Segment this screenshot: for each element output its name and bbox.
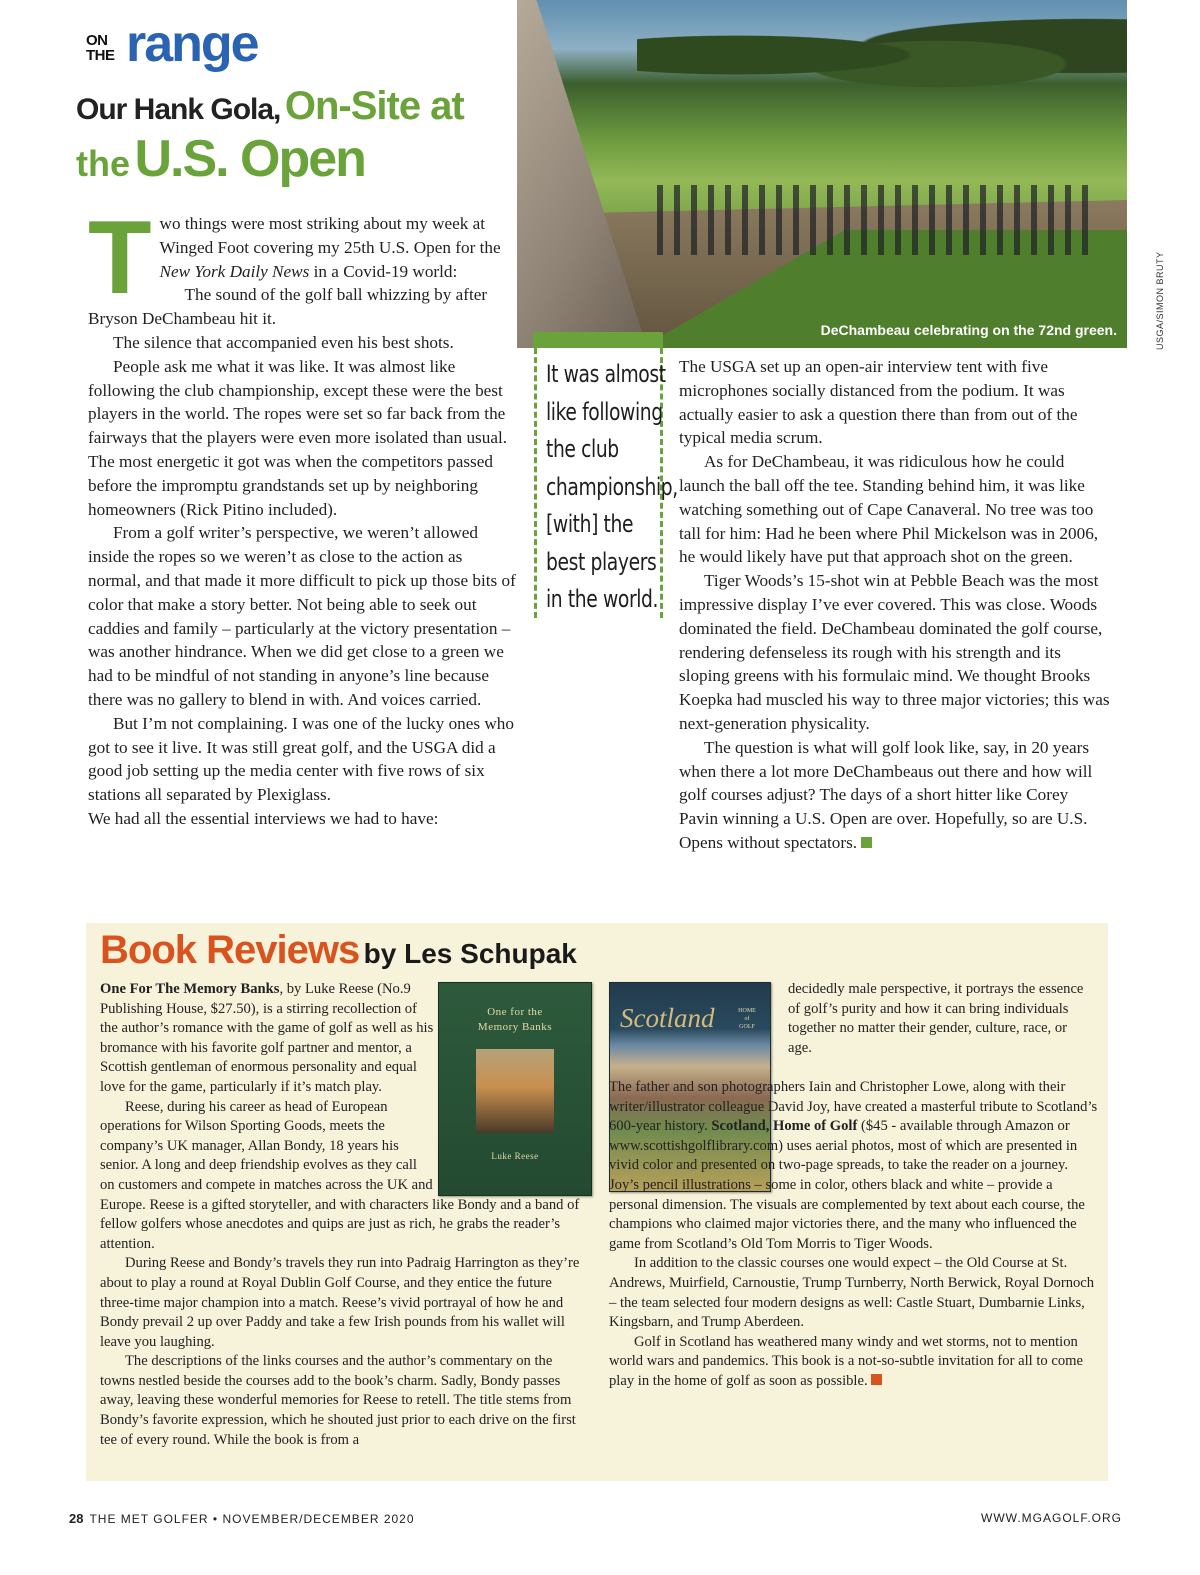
p1-text: wo things were most striking about my week at Winged Foot covering my 25th U.S. Open for the: [159, 214, 501, 257]
cover2-sub-b: of: [744, 1016, 750, 1022]
pullquote-line: best players: [546, 547, 657, 576]
review-1-continuation: decidedly male perspective, it portrays the essence of golf’s purity and how it can bring individuals together no matter their gender, culture, race, or age.: [788, 981, 1084, 1056]
cover2-sub-a: HOME: [738, 1008, 756, 1014]
pullquote-line: in the world.: [546, 585, 659, 613]
article-column-right: [679, 355, 1111, 855]
article-paragraph: People ask me what it was like. It was almost like following the club championship, except these were the best players in the world. The ropes were set so far back from the fairways that the players were even more isolated than usual. The most energetic it got was when the competitors passed before the impromptu grandstands set up by neighboring homeowners (Rick Pitino included).: [88, 356, 508, 519]
article-paragraph: From a golf writer’s perspective, we weren’t allowed inside the ropes so we weren’t as close to the action as normal, and that made it more difficult to pick up those bits of color that make a story better. Not being able to seek out caddies and family – particularly at the victory presentation – was another hindrance. When we did get close to a green we had to be mindful of not standing in anyone’s line because there was no gallery to blend in with. And voices carried.: [88, 523, 516, 709]
photo-stone-building: [517, 0, 647, 348]
review-1-column: [100, 980, 580, 1450]
article-column-left: [88, 200, 516, 831]
b2-p1-end: ($45 - available through Amazon or www.scottishgolflibrary.com) uses aerial photos, most of which are presented in vivid color and presented on two-page spreads, to take the reader on a journey. Joy’s pencil illustrations – some in color, others black and white – provide a personal dimension. The visuals are complemented by text about each course, the champions who claimed major victories there, and the many who influenced the game from Scotland’s Old Tom Morris to Tiger Woods.: [609, 1118, 1085, 1252]
headline-part-a: Our Hank Gola,: [76, 93, 281, 126]
book-1-title: One For The Memory Banks: [100, 981, 280, 997]
book-reviews-title: Book Reviews: [100, 928, 360, 972]
review-paragraph: In addition to the classic courses one would expect – the Old Course at St. Andrews, Muirfield, Carnoustie, Trump Turnberry, North Berwick, Royal Dornoch – the team selected four modern designs as well: Castle Stuart, Dumbarnie Links, Kingsbarn, and Trump Aberdeen.: [609, 1255, 1095, 1331]
pullquote-line: [with] the: [546, 510, 634, 538]
drop-cap: T: [88, 200, 152, 316]
page-footer-left: [69, 1511, 415, 1526]
article-paragraph: Tiger Woods’s 15-shot win at Pebble Beach was the most impressive display I’ve ever covered. This was close. Woods dominated the field. DeChambeau dominated the golf course, rendering defenseless its rough with his strength and its sloping greens with his formulaic mind. We thought Brooks Koepka had muscled his way to three major victories; this was next-generation physicality.: [679, 571, 1110, 733]
publication-info: THE MET GOLFER • NOVEMBER/DECEMBER 2020: [89, 1512, 415, 1526]
golf-course-photo: [517, 0, 1127, 348]
b2-p1: The father and son photographers Iain and Christopher Lowe, along with their writer/illustrator colleague David Joy, have created a masterful tribute to Scotland’s 600-year history.: [609, 1079, 1098, 1135]
photo-trees: [637, 10, 1127, 100]
page-number: 28: [69, 1511, 84, 1526]
headline-part-d: U.S. Open: [134, 130, 365, 188]
article-paragraph: We had all the essential interviews we had to have:: [88, 808, 439, 828]
photo-crowd: [657, 185, 1097, 255]
kicker-the: THE: [86, 47, 115, 64]
end-mark-icon: [861, 837, 872, 848]
article-paragraph: The sound of the golf ball whizzing by after Bryson DeChambeau hit it.: [88, 285, 488, 329]
cover2-title: Scotland: [620, 1003, 715, 1033]
section-kicker-range: range: [126, 15, 258, 73]
pullquote-line: It was almost: [546, 360, 666, 388]
end-mark-icon: [871, 1374, 882, 1385]
pullquote-line: like following: [546, 397, 663, 426]
review-paragraph: During Reese and Bondy’s travels they run into Padraig Harrington as they’re about to play a round at Royal Dublin Golf Course, and they entice the future three-time major champion into a match. Reese’s vivid portrayal of how he and Bondy prevail 2 up over Paddy and take a few Irish pounds from his wallet will leave you laughing.: [100, 1255, 580, 1350]
pullquote-line: the club: [546, 435, 619, 463]
pullquote-bar: [533, 332, 663, 348]
website-url: WWW.MGAGOLF.ORG: [981, 1511, 1122, 1525]
article-headline: [76, 84, 516, 194]
cover1-title-b: Memory Banks: [477, 1021, 553, 1033]
article-paragraph: [679, 736, 1111, 855]
pullquote-border-left: [534, 348, 537, 618]
book-2-title: Scotland, Home of Golf: [711, 1118, 858, 1135]
photo-credit: USGA/SIMON BRUTY: [1155, 251, 1165, 350]
cover2-sub-c: GOLF: [739, 1024, 755, 1030]
headline-part-c: the: [76, 143, 130, 184]
b2-p3: Golf in Scotland has weathered many windy and wet storms, not to mention world wars and pandemics. This book is a not-so-subtle invitation for all to come play in the home of golf as soon as possible.: [609, 1333, 1083, 1389]
cover-wrap-spacer: [435, 980, 580, 1195]
pullquote: [546, 356, 678, 619]
cover1-author: Luke Reese: [491, 1151, 539, 1161]
b1-p1: , by Luke Reese (No.9 Publishing House, $27.50), is a stirring recollection of the author’s romance with the game of golf as well as his bromance with his favorite golf partner and mentor, a Scottish gentleman of enormous personality and equal love for the game, particularly if it’s match play.: [100, 981, 434, 1095]
review-paragraph: [609, 1333, 1099, 1392]
article-paragraph: [88, 212, 516, 283]
pullquote-line: championship,: [546, 472, 678, 501]
article-paragraph: As for DeChambeau, it was ridiculous how he could launch the ball off the tee. Standing behind him, it was like watching something out of Cape Canaveral. No tree was too tall for him: Had he been where Phil Mickelson was in 2006, he would likely have put that approach shot on the green.: [679, 452, 1099, 567]
newspaper-name: New York Daily News: [159, 261, 310, 281]
book-reviews-byline: by Les Schupak: [363, 938, 577, 969]
cover2-subtitle: [732, 1007, 762, 1031]
article-paragraph: The USGA set up an open-air interview tent with five microphones socially distanced from the podium. It was actually easier to ask a question there than from out of the typical media scrum.: [679, 357, 1078, 448]
review-paragraph: The descriptions of the links courses and the author’s commentary on the towns nestled beside the courses add to the book’s charm. Sadly, Bondy passes away, leaving these wonderful memories for Reese to retell. The title stems from Bondy’s favorite expression, which he shouted just prior to each drive on the first tee of every round. While the book is from a: [100, 1353, 576, 1448]
kicker-on: ON: [86, 32, 108, 49]
p1-end: in a Covid-19 world:: [313, 261, 458, 281]
book-reviews-heading: [100, 928, 577, 973]
review-paragraph: [609, 1078, 1099, 1254]
cover1-title-a: One for the: [487, 1006, 543, 1018]
b1-p2: Reese, during his career as head of European operations for Wilson Sporting Goods, meets the company’s UK manager, Allan Bondy, 18 years his senior. A long and deep friendship evolves as they call on customers and compete in matches across the UK and Europe. Reese is a gifted storyteller, and with characters like Bondy and a band of fellow golfers whose anecdotes and quips are just as rich, he grabs the reader’s attention.: [100, 1098, 580, 1252]
section-kicker-on-the: [86, 33, 115, 63]
article-paragraph: But I’m not complaining. I was one of the lucky ones who got to see it live. It was still great golf, and the USGA did a good job setting up the media center with five rows of six stations all separated by Plexiglass.: [88, 713, 514, 805]
review-2-column: [609, 1078, 1099, 1392]
photo-caption: DeChambeau celebrating on the 72nd green.: [820, 322, 1117, 338]
article-paragraph: The silence that accompanied even his best shots.: [113, 332, 454, 352]
p11-text: The question is what will golf look like, say, in 20 years when there a lot more DeChambeaus out there and how will golf courses adjust? The days of a short hitter like Corey Pavin winning a U.S. Open are over. Hopefully, so are U.S. Opens without spectators.: [679, 737, 1093, 852]
headline-part-b: On-Site at: [284, 84, 464, 128]
